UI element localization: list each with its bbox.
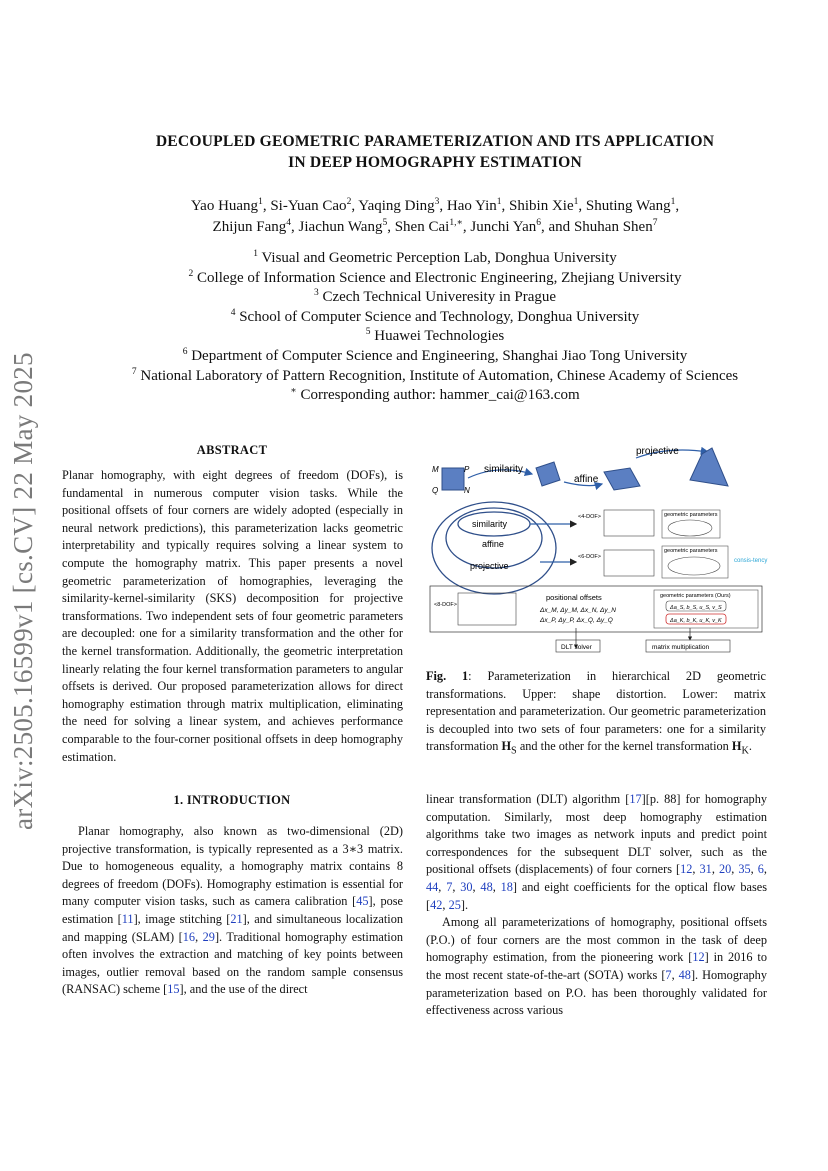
author-name: Jiachun Wang [298, 219, 383, 235]
citation-link[interactable]: 7 [446, 879, 453, 894]
affiliation-number: 7 [131, 366, 137, 377]
introduction-body [62, 823, 403, 999]
citation-link[interactable]: 45 [356, 894, 369, 909]
author-affiliation-mark: 3 [434, 197, 440, 207]
citation-link[interactable]: 48 [678, 967, 691, 982]
affiliation-text: College of Information Science and Electronic Engineering, Zhejiang University [193, 269, 682, 286]
author-affiliation-mark: 1 [258, 197, 263, 207]
figure-1 [428, 438, 768, 660]
author-name: Shuting Wang [585, 198, 671, 214]
figure-1-caption [426, 668, 766, 760]
affiliation-number: 6 [182, 346, 188, 357]
affiliation-line [40, 308, 828, 328]
affine-shape [604, 468, 640, 490]
affiliation-number: 1 [253, 249, 258, 259]
abstract-text: Planar homography, with eight degrees of freedom (DOFs), is fundamental in numerous computer vision tasks. While the positional offsets of four corners are widely adopted (especially in neural network predictions), this parameterization lacks geometric interpretability and typically requires solving a linear system to compute the homography matrix. This paper presents a novel geometric parameterization of homographies, leveraging the similarity-kernel-similarity (SKS) decomposition for projective transformations. Two independent sets of four geometric parameters are decoupled: one for a similarity transformation and the other for the kernel transformation. Additionally, the geometric interpretation linearly relating the four kernel transformation parameters to angular offsets is derived. Our proposed parameterization allows for direct homography estimation through matrix multiplication, eliminating the need for solving a linear system, and achieves performance comparable to the four-corner positional offsets in deep homography estimation. [62, 468, 403, 764]
affiliation-list [40, 249, 828, 406]
affiliation-text: Czech Technical Univeresity in Prague [318, 289, 557, 306]
affiliation-line [40, 327, 828, 347]
projective-label: projective [470, 561, 509, 571]
geo-params-2-label: geometric parameters [664, 548, 718, 554]
citation-link[interactable]: 11 [121, 911, 134, 926]
citation-link[interactable]: 17 [629, 792, 642, 806]
abstract-heading: ABSTRACT [196, 443, 268, 457]
citation-link[interactable]: 35 [738, 862, 751, 877]
8dof-label: <8-DOF> [434, 602, 457, 608]
point-m-label: M [432, 465, 439, 474]
4dof-label: <4-DOF> [578, 514, 601, 520]
author-affiliation-mark: 1,∗ [449, 218, 463, 228]
author-name: Yao Huang [190, 198, 259, 214]
citation-link[interactable]: 21 [230, 911, 243, 926]
paper-title [70, 131, 800, 173]
affiliation-line [40, 386, 828, 406]
author-line-2: Zhijun Fang$^4$, Jiachun Wang$^5$, Shen Cai$^{1,∗}$, Junchi Yan$^6$, and Shuhan Shen$^7$ [212, 218, 658, 235]
affiliation-line [40, 288, 828, 308]
dlt-solver-label: DLT solver [561, 644, 592, 651]
offsets-row-2: Δx_P, Δy_P, Δx_Q, Δy_Q [540, 617, 613, 624]
citation-link[interactable]: 12 [680, 862, 693, 877]
citation-link[interactable]: 15 [167, 982, 180, 997]
author-name: Shen Cai [394, 219, 450, 235]
affine-matrix [604, 550, 654, 576]
caption-hs-sub: S [511, 745, 517, 757]
affiliation-text: Corresponding author: hammer_cai@163.com [296, 387, 580, 404]
citation-link[interactable]: 31 [699, 862, 712, 877]
citation-link[interactable]: 42 [430, 897, 443, 912]
similarity-top-label: similarity [484, 464, 523, 475]
citation-link[interactable]: 44 [426, 879, 439, 894]
right-column-body [426, 791, 767, 1020]
affiliation-text: Huawei Technologies [370, 328, 505, 345]
title-line-2: IN DEEP HOMOGRAPHY ESTIMATION [288, 154, 582, 171]
consistency-label: consis-tency [734, 558, 768, 564]
homography-matrix [458, 593, 516, 625]
author-line-1: Yao Huang$^1$, Si-Yuan Cao$^2$, Yaqing Ding$^3$, Hao Yin$^1$, Shibin Xie$^1$, Shuting Wang$^1$, [190, 197, 680, 214]
figure-1-diagram [428, 438, 768, 660]
author-affiliation-mark: 7 [652, 218, 658, 228]
author-name: Hao Yin [446, 198, 497, 214]
author-name: Zhijun Fang [212, 219, 287, 235]
caption-label: Fig. 1 [426, 669, 469, 683]
author-affiliation-mark: 2 [346, 197, 352, 207]
right-paragraph-2: Among all parameterizations of homography, positional offsets (P.O.) of four corners are the most common in the task of deep homography estimation, from the pioneering work [12] in 2016 to the most recent state-of-the-art (SOTA) works [7, 48]. Homography parameterization based on P.O. has been thoroughly validated for effectiveness across various [426, 915, 767, 1018]
affiliation-number: 5 [365, 327, 371, 338]
geo-params-ours-label: geometric parameters (Ours) [660, 593, 731, 599]
caption-text: : Parameterization in hierarchical 2D geometric transformations. Upper: shape distortion. Lower: matrix representation and parameterization. Our geometric parameterization is decoupled into two sets of four parameters: one for a similarity transformation [426, 669, 766, 754]
author-name: Shuhan Shen [573, 219, 653, 235]
affine-label: affine [482, 539, 504, 549]
geo-params-1-label: geometric parameters [664, 512, 718, 518]
caption-hk-sub: K [741, 745, 749, 757]
offsets-row-1: Δx_M, Δy_M, Δx_N, Δy_N [540, 607, 616, 614]
source-square [442, 468, 464, 490]
affiliation-number: ∗ [290, 386, 297, 397]
ours-hs-values: Δa_S, b_S, u_S, v_S [670, 605, 722, 611]
author-name: Junchi Yan [470, 219, 537, 235]
matrix-multiplication-label: matrix multiplication [652, 644, 710, 651]
affiliation-line [40, 249, 828, 269]
affiliation-line [40, 347, 828, 367]
affiliation-number: 2 [188, 268, 194, 279]
title-line-1: DECOUPLED GEOMETRIC PARAMETERIZATION AND ITS APPLICATION [155, 133, 715, 150]
affiliation-text: Department of Computer Science and Engineering, Shanghai Jiao Tong University [187, 347, 688, 364]
affiliation-text: Visual and Geometric Perception Lab, Donghua University [258, 250, 617, 266]
similarity-matrix [604, 510, 654, 536]
right-paragraph-1: linear transformation (DLT) algorithm [17][p. 88] for homography computation. Similarly, most deep homography estimation algorithms take two images as network inputs and predict point correspondences for the subsequent DLT solver, such as the positional offsets (displacements) of four corners [12, 31, 20, 35, 6, 44, 7, 30, 48, 18] and eight coefficients for the optical flow bases [42, 25]. [426, 792, 767, 912]
point-q-label: Q [432, 486, 439, 495]
6dof-label: <6-DOF> [578, 554, 601, 560]
citation-link[interactable]: 12 [692, 950, 705, 965]
author-name: Yaqing Ding [358, 198, 435, 214]
geo-params-1-ellipse [668, 520, 712, 536]
affiliation-number: 4 [230, 307, 236, 318]
abstract-body [62, 467, 403, 766]
citation-link[interactable]: 16 [182, 929, 196, 944]
point-p-label: P [464, 465, 470, 474]
author-affiliation-mark: 4 [286, 218, 292, 228]
affine-top-label: affine [574, 474, 599, 485]
point-n-label: N [464, 486, 470, 495]
ours-hk-values: Δa_K, b_K, u_K, v_K [670, 618, 722, 624]
arxiv-identifier: arXiv:2505.16599v1 [cs.CV] 22 May 2025 [8, 352, 38, 830]
positional-offsets-label: positional offsets [546, 593, 602, 602]
citation-link[interactable]: 25 [448, 897, 461, 912]
similarity-label: similarity [472, 519, 507, 529]
citation-link[interactable]: 6 [757, 862, 764, 877]
projective-shape [690, 448, 728, 486]
citation-link[interactable]: 18 [500, 879, 513, 894]
author-list [70, 196, 800, 238]
affiliation-line [40, 269, 828, 289]
caption-hk: H [731, 739, 742, 754]
author-affiliation-mark: 5 [382, 218, 388, 228]
similarity-shape [536, 462, 560, 486]
author-affiliation-mark: 1 [573, 197, 579, 207]
caption-mid: and the other for the kernel transformation [516, 739, 732, 754]
caption-end: . [748, 739, 752, 754]
affiliation-line [40, 367, 828, 387]
author-name: Shibin Xie [509, 198, 574, 214]
affine-ellipse [446, 508, 542, 568]
author-name: Si-Yuan Cao [270, 198, 347, 214]
citation-link[interactable]: 29 [202, 929, 215, 944]
intro-paragraph-1: Planar homography, also known as two-dimensional (2D) projective transformation, is typically represented as a 3∗3 matrix. Due to homogeneous equality, a homography matrix contains 8 degrees of freedom (DOFs). Homography estimation is essential for many computer vision tasks, such as camera calibration [45], pose estimation [11], image stitching [21], and simultaneous localization and mapping (SLAM) [16, 29]. Traditional homography estimation often involves the extraction and matching of key points between images, outlier removal based on the random sample consensus (RANSAC) scheme [15], and the use of the direct [62, 824, 404, 997]
citation-link[interactable]: 30 [460, 879, 473, 894]
affiliation-number: 3 [313, 288, 319, 299]
introduction-heading: 1. INTRODUCTION [173, 793, 291, 807]
affiliation-text: School of Computer Science and Technology, Donghua University [235, 308, 640, 325]
author-affiliation-mark: 6 [536, 218, 542, 228]
author-affiliation-mark: 1 [670, 197, 676, 207]
author-affiliation-mark: 1 [496, 197, 502, 207]
affiliation-text: National Laboratory of Pattern Recognition, Institute of Automation, Chinese Academy of Sciences [136, 367, 739, 384]
geo-params-2-ellipse [668, 557, 720, 575]
projective-top-label: projective [636, 446, 679, 457]
citation-link[interactable]: 20 [718, 862, 732, 877]
caption-hs: H [501, 739, 512, 754]
citation-link[interactable]: 7 [665, 967, 672, 982]
citation-link[interactable]: 48 [480, 879, 493, 894]
